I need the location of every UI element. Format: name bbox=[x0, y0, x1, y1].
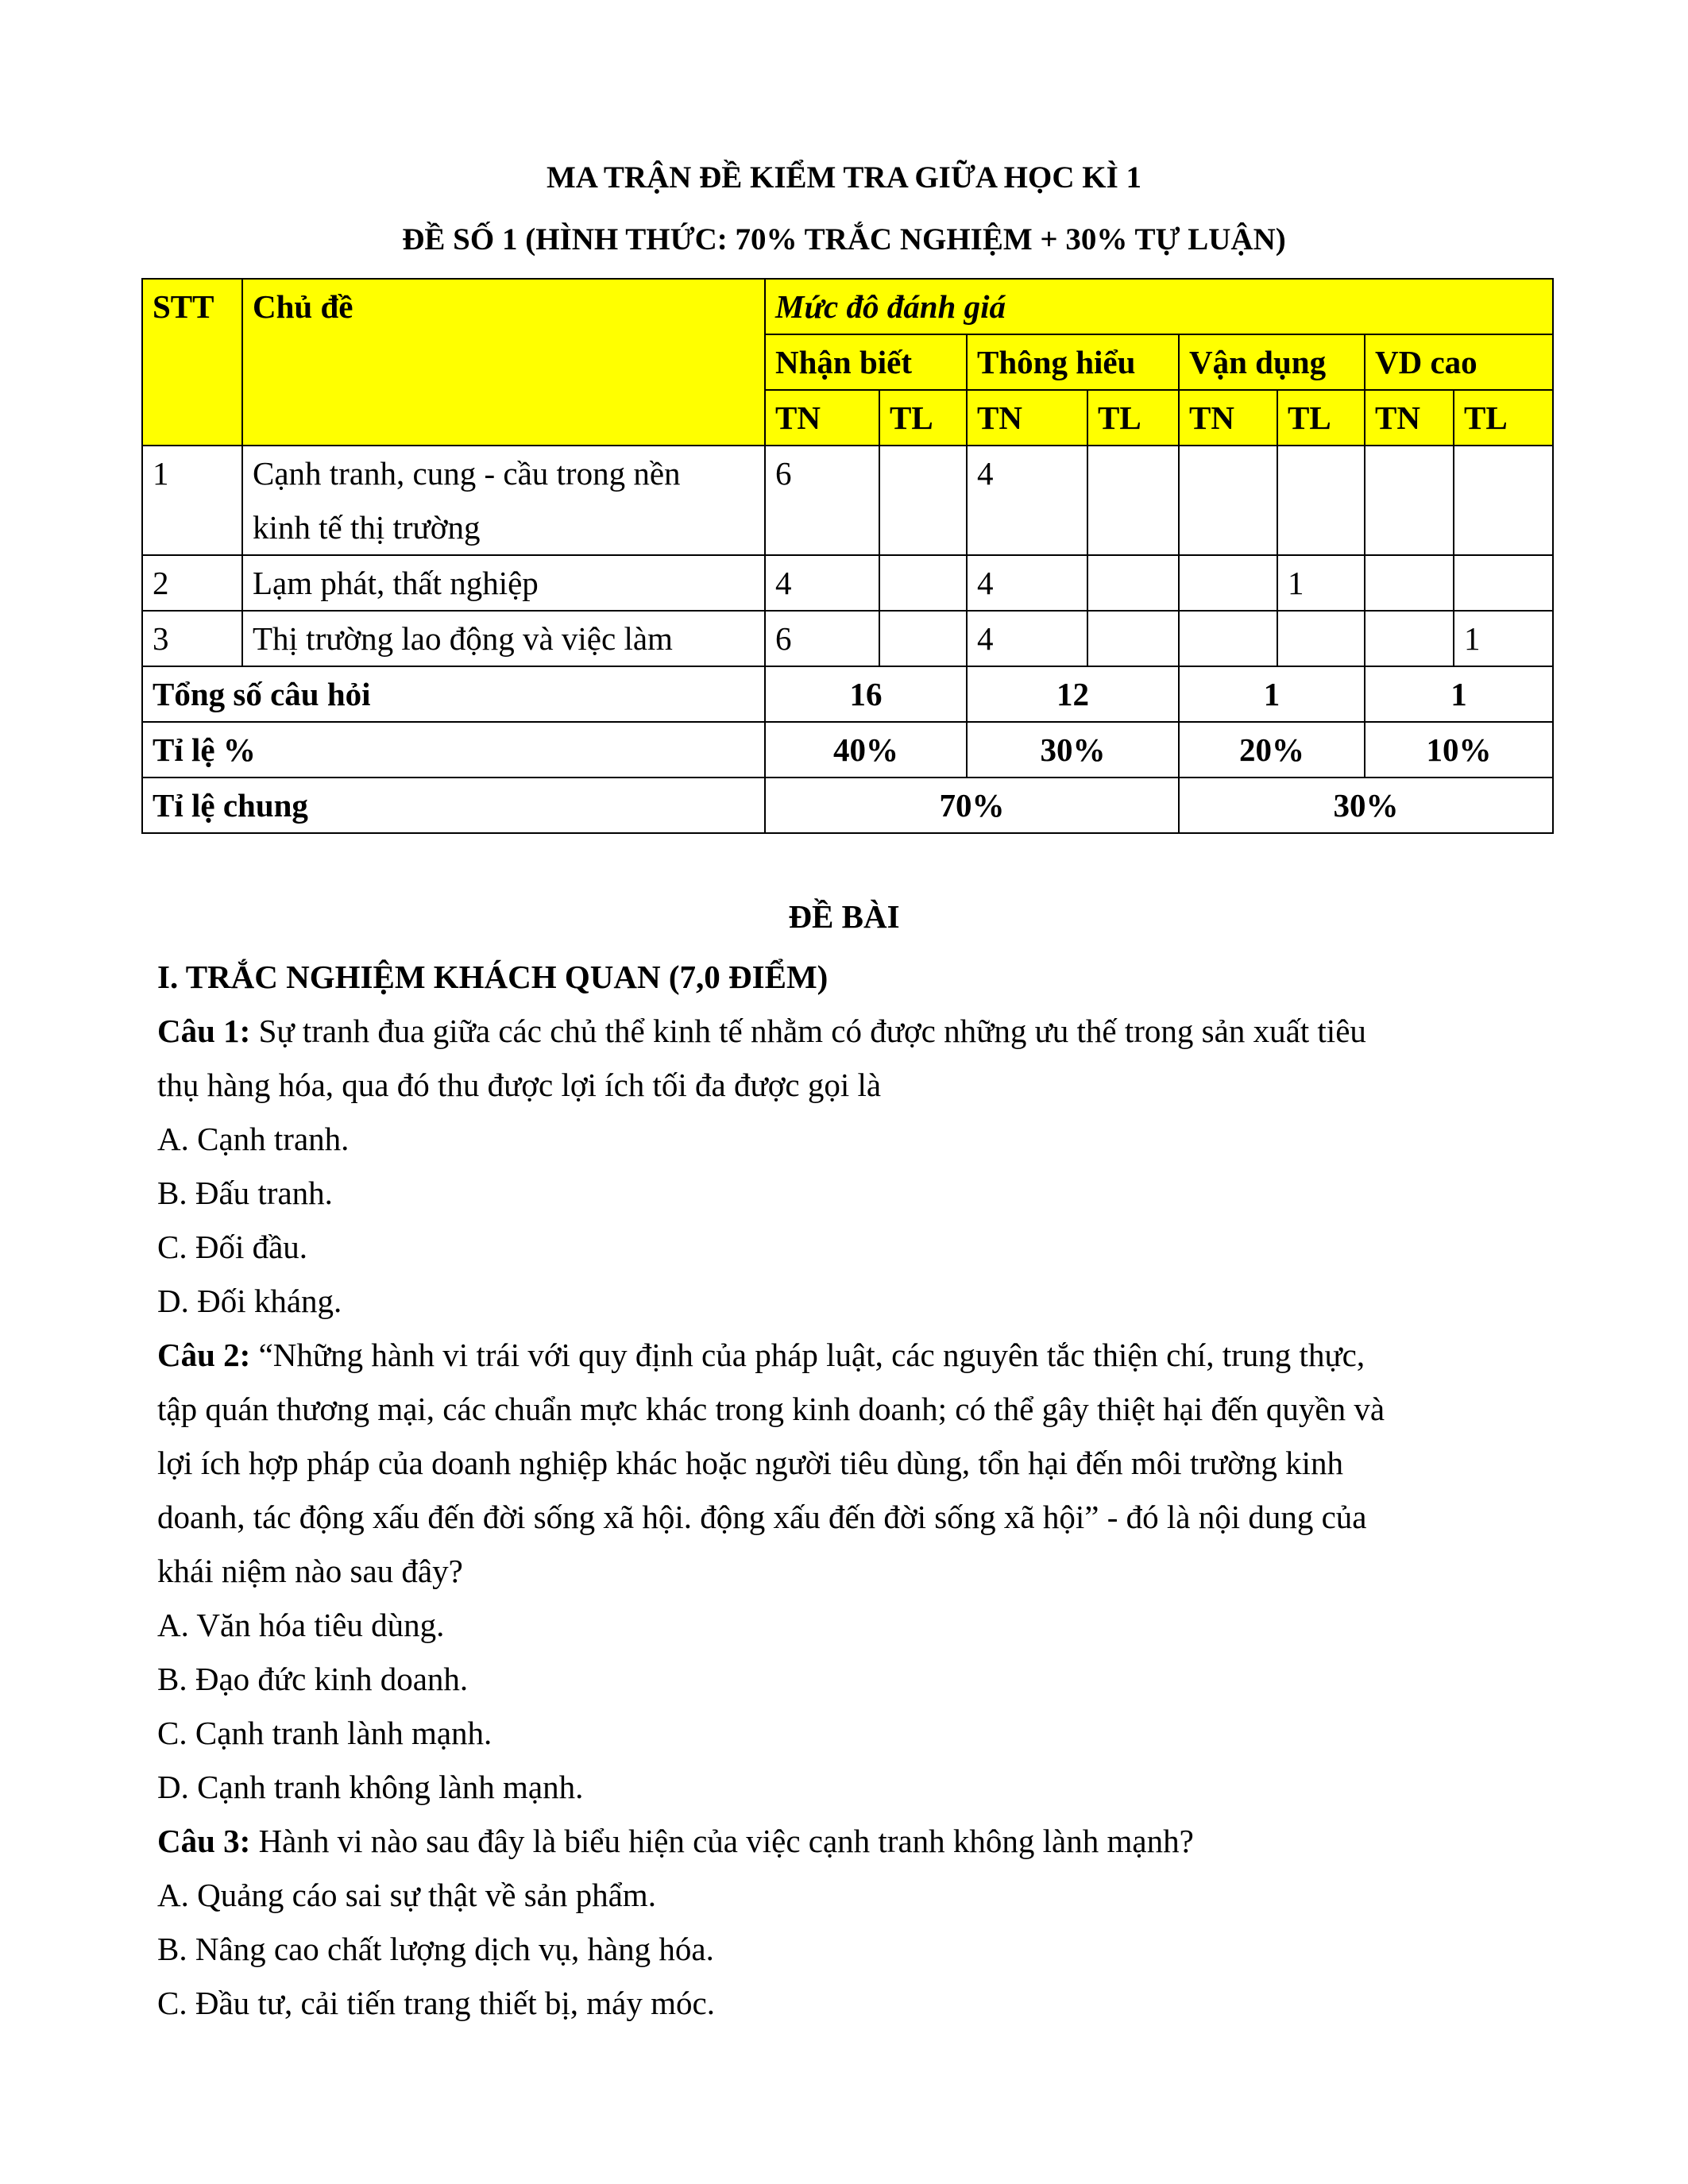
ratio-value: 40% bbox=[765, 722, 967, 778]
header-stt: STT bbox=[142, 279, 242, 446]
total-value: 16 bbox=[765, 666, 967, 722]
question-label: Câu 2: bbox=[157, 1337, 251, 1373]
answer-option: D. Đối kháng. bbox=[157, 1283, 342, 1319]
question-label: Câu 1: bbox=[157, 1013, 251, 1049]
general-ratio-value: 70% bbox=[765, 778, 1179, 833]
cell bbox=[1277, 611, 1365, 666]
cell bbox=[1179, 611, 1277, 666]
cell: 6 bbox=[765, 611, 879, 666]
row-topic bbox=[242, 446, 765, 555]
question-label: Câu 3: bbox=[157, 1823, 251, 1859]
answer-option: C. Cạnh tranh lành mạnh. bbox=[157, 1715, 492, 1751]
cell bbox=[879, 446, 967, 555]
cell bbox=[1179, 446, 1277, 555]
general-ratio-row bbox=[142, 778, 1553, 833]
sub-header: TN bbox=[1365, 390, 1454, 446]
total-label: Tổng số câu hỏi bbox=[142, 666, 765, 722]
table-row bbox=[142, 555, 1553, 611]
question-line: doanh, tác động xấu đến đời sống xã hội. động xấu đến đời sống xã hội” - đó là nội dung của bbox=[157, 1499, 1367, 1535]
question-line bbox=[157, 1004, 1536, 1058]
row-stt: 2 bbox=[142, 555, 242, 611]
cell bbox=[1087, 446, 1179, 555]
total-row bbox=[142, 666, 1553, 722]
cell: 4 bbox=[967, 555, 1087, 611]
cell bbox=[1087, 555, 1179, 611]
cell bbox=[1179, 555, 1277, 611]
general-ratio-value: 30% bbox=[1179, 778, 1553, 833]
cell: 4 bbox=[967, 611, 1087, 666]
row-stt: 1 bbox=[142, 446, 242, 555]
total-value: 12 bbox=[967, 666, 1179, 722]
row-topic-line: kinh tế thị trường bbox=[253, 509, 481, 546]
level-understand: Thông hiểu bbox=[967, 334, 1179, 390]
exam-subtitle: ĐỀ SỐ 1 (HÌNH THỨC: 70% TRẮC NGHIỆM + 30% TỰ LUẬN) bbox=[402, 222, 1286, 257]
cell bbox=[879, 611, 967, 666]
header-level: Mức đô đánh giá bbox=[765, 279, 1553, 334]
sub-header: TL bbox=[1277, 390, 1365, 446]
cell bbox=[1365, 446, 1454, 555]
exam-title: ĐỀ BÀI bbox=[788, 898, 900, 935]
sub-header: TN bbox=[1179, 390, 1277, 446]
level-recognize: Nhận biết bbox=[765, 334, 967, 390]
header-topic: Chủ đề bbox=[242, 279, 765, 446]
question-text: Sự tranh đua giữa các chủ thể kinh tế nhằm có được những ưu thế trong sản xuất tiêu bbox=[250, 1013, 1366, 1049]
answer-option: D. Cạnh tranh không lành mạnh. bbox=[157, 1769, 584, 1805]
question-1 bbox=[157, 1004, 1536, 1328]
question-line bbox=[157, 1328, 1536, 1382]
cell bbox=[1365, 611, 1454, 666]
answer-option: B. Đấu tranh. bbox=[157, 1175, 333, 1211]
cell: 4 bbox=[765, 555, 879, 611]
question-text: Hành vi nào sau đây là biểu hiện của việc cạnh tranh không lành mạnh? bbox=[250, 1823, 1194, 1859]
answer-option: B. Đạo đức kinh doanh. bbox=[157, 1661, 469, 1697]
sub-header: TN bbox=[765, 390, 879, 446]
total-value: 1 bbox=[1179, 666, 1365, 722]
general-ratio-label: Tỉ lệ chung bbox=[142, 778, 765, 833]
answer-option: A. Văn hóa tiêu dùng. bbox=[157, 1607, 445, 1643]
sub-header: TL bbox=[1087, 390, 1179, 446]
total-value: 1 bbox=[1365, 666, 1553, 722]
level-high-apply: VD cao bbox=[1365, 334, 1553, 390]
question-line: khái niệm nào sau đây? bbox=[157, 1553, 463, 1589]
cell: 1 bbox=[1454, 611, 1553, 666]
question-line: tập quán thương mại, các chuẩn mực khác trong kinh doanh; có thể gây thiệt hại đến quyền và bbox=[157, 1391, 1385, 1427]
question-3 bbox=[157, 1814, 1536, 2030]
answer-option: C. Đối đầu. bbox=[157, 1229, 308, 1265]
cell bbox=[1365, 555, 1454, 611]
ratio-value: 30% bbox=[967, 722, 1179, 778]
cell: 1 bbox=[1277, 555, 1365, 611]
row-topic: Thị trường lao động và việc làm bbox=[242, 611, 765, 666]
ratio-value: 10% bbox=[1365, 722, 1553, 778]
table-row bbox=[142, 611, 1553, 666]
question-line bbox=[157, 1814, 1536, 1868]
question-line: thụ hàng hóa, qua đó thu được lợi ích tối đa được gọi là bbox=[157, 1067, 882, 1103]
assessment-matrix-table bbox=[141, 278, 1554, 834]
cell bbox=[1087, 611, 1179, 666]
answer-option: C. Đầu tư, cải tiến trang thiết bị, máy móc. bbox=[157, 1985, 715, 2021]
row-topic: Lạm phát, thất nghiệp bbox=[242, 555, 765, 611]
table-header-row bbox=[142, 279, 1553, 334]
ratio-label: Tỉ lệ % bbox=[142, 722, 765, 778]
question-text: “Những hành vi trái với quy định của pháp luật, các nguyên tắc thiện chí, trung thực, bbox=[250, 1337, 1365, 1373]
cell: 6 bbox=[765, 446, 879, 555]
matrix-title: MA TRẬN ĐỀ KIỂM TRA GIỮA HỌC KÌ 1 bbox=[546, 160, 1142, 195]
cell bbox=[1454, 555, 1553, 611]
sub-header: TL bbox=[1454, 390, 1553, 446]
table-row bbox=[142, 446, 1553, 555]
answer-option: B. Nâng cao chất lượng dịch vụ, hàng hóa. bbox=[157, 1931, 714, 1967]
ratio-value: 20% bbox=[1179, 722, 1365, 778]
cell bbox=[879, 555, 967, 611]
question-2 bbox=[157, 1328, 1536, 1814]
row-topic-line: Cạnh tranh, cung - cầu trong nền bbox=[253, 455, 681, 492]
ratio-row bbox=[142, 722, 1553, 778]
cell: 4 bbox=[967, 446, 1087, 555]
cell bbox=[1454, 446, 1553, 555]
answer-option: A. Cạnh tranh. bbox=[157, 1121, 350, 1157]
question-line: lợi ích hợp pháp của doanh nghiệp khác hoặc người tiêu dùng, tổn hại đến môi trường kinh bbox=[157, 1445, 1343, 1481]
cell bbox=[1277, 446, 1365, 555]
answer-option: A. Quảng cáo sai sự thật về sản phẩm. bbox=[157, 1877, 656, 1913]
row-stt: 3 bbox=[142, 611, 242, 666]
level-apply: Vận dụng bbox=[1179, 334, 1365, 390]
sub-header: TL bbox=[879, 390, 967, 446]
section-heading: I. TRẮC NGHIỆM KHÁCH QUAN (7,0 ĐIỂM) bbox=[157, 959, 829, 995]
sub-header: TN bbox=[967, 390, 1087, 446]
